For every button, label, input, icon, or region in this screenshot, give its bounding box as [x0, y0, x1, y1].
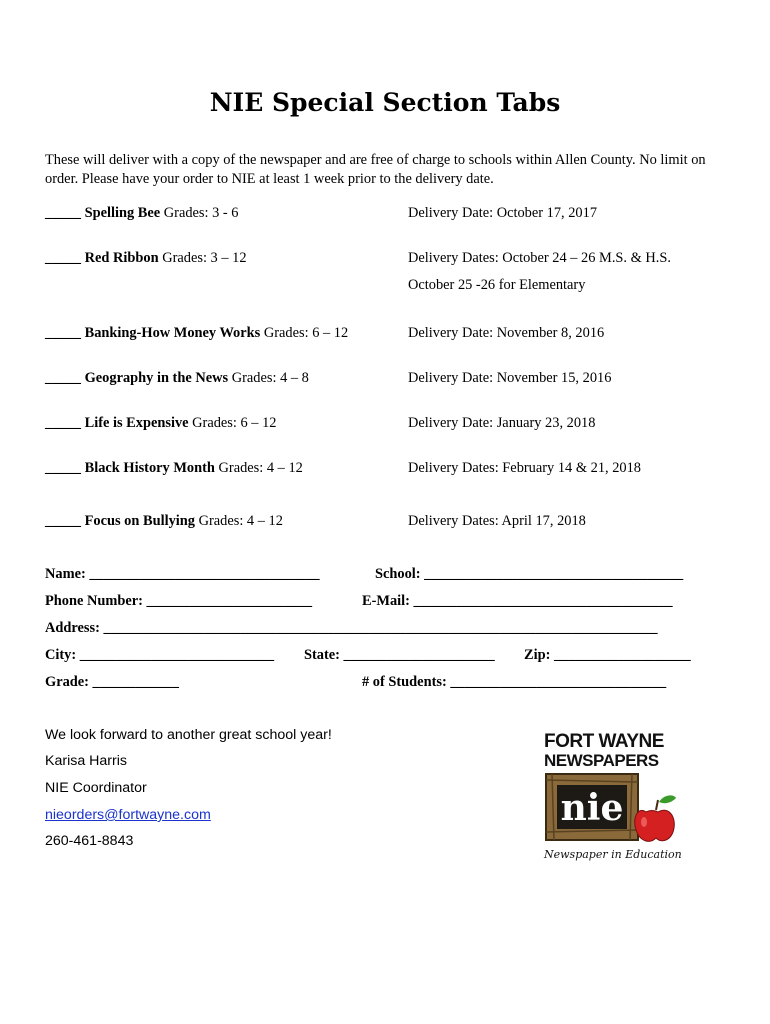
closing-message: We look forward to another great school year! — [45, 727, 332, 743]
tab-grades: Grades: 6 – 12 — [192, 415, 277, 431]
state-field[interactable]: State: _____________________ — [304, 647, 495, 663]
logo-mark: nie — [560, 787, 624, 829]
tab-delivery: Delivery Dates: February 14 & 21, 2018 — [408, 460, 641, 476]
tab-row-geography — [45, 370, 309, 387]
tab-delivery-secondary: October 25 -26 for Elementary — [408, 277, 586, 293]
tab-row-focus-on-bullying — [45, 513, 283, 530]
order-blank[interactable]: _____ — [45, 460, 81, 476]
tab-row-banking — [45, 325, 348, 342]
order-blank[interactable]: _____ — [45, 415, 81, 431]
phone-field[interactable]: Phone Number: _______________________ — [45, 593, 313, 609]
order-blank[interactable]: _____ — [45, 205, 81, 221]
tab-row-spelling-bee — [45, 205, 239, 222]
address-field[interactable]: Address: _____________________________________________________________________________ — [45, 620, 658, 636]
tab-name: Life is Expensive — [84, 415, 189, 431]
tab-delivery: Delivery Date: November 8, 2016 — [408, 325, 605, 341]
tab-name: Banking-How Money Works — [84, 325, 261, 341]
tab-grades: Grades: 4 – 8 — [231, 370, 309, 386]
tab-row-black-history — [45, 460, 303, 477]
tab-name: Spelling Bee — [84, 205, 161, 221]
tab-grades: Grades: 3 - 6 — [163, 205, 239, 221]
tab-delivery: Delivery Date: October 17, 2017 — [408, 205, 598, 221]
fort-wayne-newspapers-logo — [540, 726, 690, 866]
tab-grades: Grades: 6 – 12 — [263, 325, 349, 341]
tab-delivery: Delivery Date: November 15, 2016 — [408, 370, 612, 386]
order-blank[interactable]: _____ — [45, 250, 81, 266]
apple-icon — [635, 795, 676, 841]
logo-line-1: FORT WAYNE — [544, 731, 664, 752]
page-title: NIE Special Section Tabs — [209, 88, 561, 117]
tab-grades: Grades: 4 – 12 — [218, 460, 303, 476]
name-field[interactable]: Name: ________________________________ — [45, 566, 320, 582]
city-field[interactable]: City: ___________________________ — [45, 647, 275, 663]
tab-delivery: Delivery Date: January 23, 2018 — [408, 415, 596, 431]
order-blank[interactable]: _____ — [45, 370, 81, 386]
students-field[interactable]: # of Students: ______________________________ — [362, 674, 667, 690]
grade-field[interactable]: Grade: ____________ — [45, 674, 179, 690]
tab-name: Geography in the News — [84, 370, 229, 386]
tab-row-life-is-expensive — [45, 415, 276, 432]
intro-paragraph: These will deliver with a copy of the newspaper and are free of charge to schools within Allen County. No limit on order. Please have your order to NIE at least 1 week prior to the delivery date. — [45, 152, 706, 187]
phone-number: 260-461-8843 — [45, 833, 134, 849]
tab-grades: Grades: 3 – 12 — [162, 250, 247, 266]
logo-line-2: NEWSPAPERS — [544, 751, 659, 770]
tab-name: Red Ribbon — [84, 250, 159, 266]
order-blank[interactable]: _____ — [45, 513, 81, 529]
tab-row-red-ribbon — [45, 250, 247, 267]
email-link[interactable]: nieorders@fortwayne.com — [45, 807, 211, 823]
tab-delivery: Delivery Dates: April 17, 2018 — [408, 513, 586, 529]
tab-name: Focus on Bullying — [84, 513, 195, 529]
school-field[interactable]: School: ____________________________________ — [375, 566, 684, 582]
logo-tagline: Newspaper in Education — [544, 848, 682, 861]
email-field[interactable]: E-Mail: ____________________________________ — [362, 593, 673, 609]
zip-field[interactable]: Zip: ___________________ — [524, 647, 691, 663]
tab-delivery: Delivery Dates: October 24 – 26 M.S. & H.S. — [408, 250, 671, 266]
tab-name: Black History Month — [84, 460, 215, 476]
order-blank[interactable]: _____ — [45, 325, 81, 341]
tab-grades: Grades: 4 – 12 — [198, 513, 283, 529]
signature-title: NIE Coordinator — [45, 780, 147, 796]
signature-name: Karisa Harris — [45, 753, 127, 769]
